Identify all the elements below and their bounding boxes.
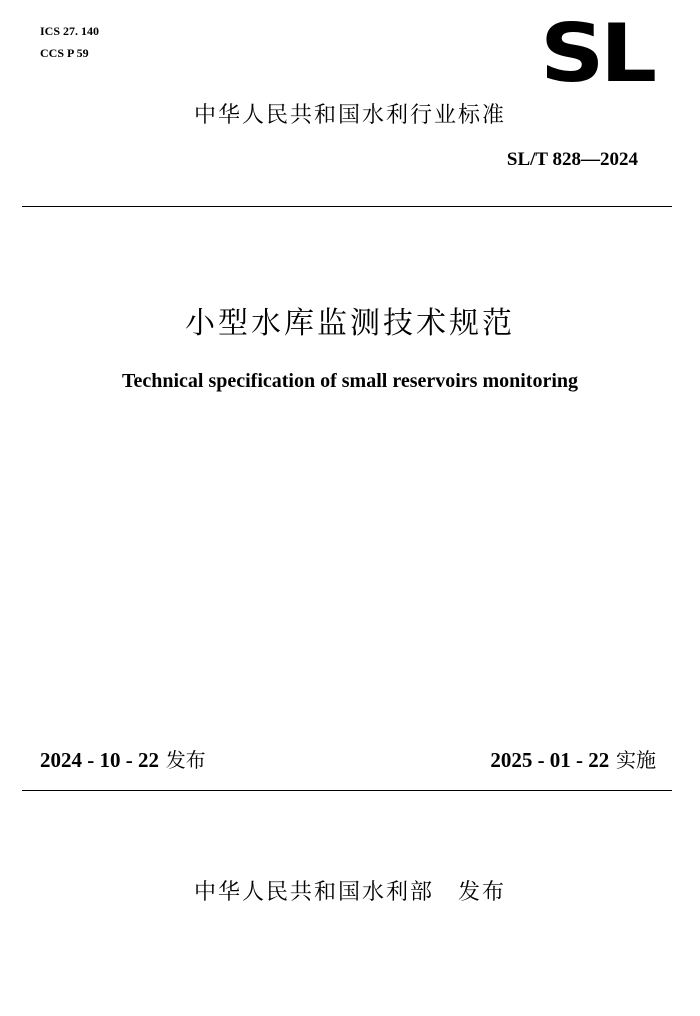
effective-label: 实施 — [616, 748, 656, 772]
publisher-line — [0, 876, 700, 910]
standard-category: 中华人民共和国水利行业标准 — [193, 103, 506, 128]
ics-code: ICS 27. 140 — [40, 24, 100, 38]
effective-date-block — [490, 744, 656, 776]
ccs-code: CCS P 59 — [40, 46, 89, 60]
standard-number: SL/T 828—2024 — [506, 149, 638, 170]
publisher-action: 发布 — [458, 880, 507, 905]
classification-codes — [40, 20, 99, 64]
publish-date: 2024 - 10 - 22 — [40, 748, 159, 772]
effective-date: 2025 - 01 - 22 — [490, 748, 610, 772]
publish-label: 发布 — [165, 748, 206, 772]
publisher-name: 中华人民共和国水利部 — [193, 880, 434, 905]
title-english: Technical specification of small reservoirs monitoring — [121, 370, 579, 392]
title-chinese: 小型水库监测技术规范 — [185, 306, 515, 341]
sl-logo: SL — [540, 7, 653, 100]
top-divider — [22, 206, 672, 207]
publish-date-block — [40, 744, 206, 776]
bottom-divider — [22, 790, 672, 791]
